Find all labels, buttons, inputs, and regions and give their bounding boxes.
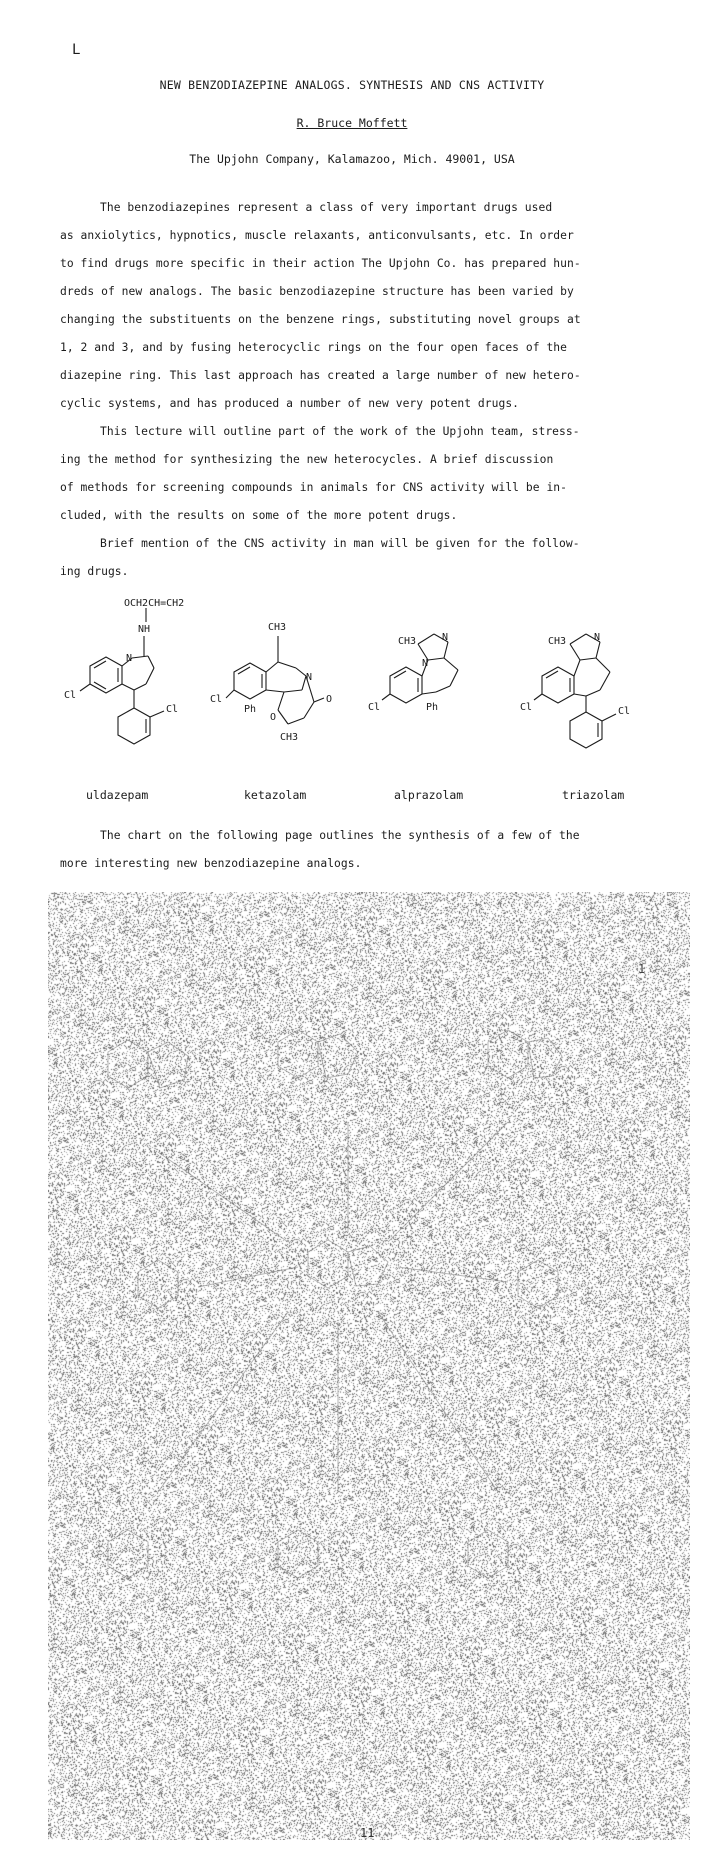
uldazepam-oallyl: OCH2CH=CH2 xyxy=(124,598,185,609)
uldazepam-nh: NH xyxy=(138,624,151,635)
triazolam-ch3: CH3 xyxy=(548,636,567,647)
para1-line: The benzodiazepines represent a class of very important drugs used xyxy=(100,201,553,214)
para3-line: ing drugs. xyxy=(60,565,129,578)
ketazolam-o: O xyxy=(270,712,277,723)
para1-line: changing the substituents on the benzene rings, substituting novel groups at xyxy=(60,313,581,326)
noisy-corner-number: 1 xyxy=(638,962,646,976)
triazolam-cl-ring: Cl xyxy=(520,702,533,713)
affiliation: The Upjohn Company, Kalamazoo, Mich. 49001, USA xyxy=(189,152,515,166)
page-mark: L xyxy=(72,42,81,58)
alprazolam-n: N xyxy=(442,632,449,643)
para1-line: to find drugs more specific in their action The Upjohn Co. has prepared hun- xyxy=(60,257,581,270)
noisy-synthesis-chart xyxy=(48,892,690,1840)
label-uldazepam: uldazepam xyxy=(86,788,149,802)
ketazolam-n: N xyxy=(306,672,313,683)
para1-line: dreds of new analogs. The basic benzodiazepine structure has been varied by xyxy=(60,285,574,298)
para1-line: cyclic systems, and has produced a number of new very potent drugs. xyxy=(60,397,520,410)
ketazolam-ketone-o: O xyxy=(326,694,333,705)
ketazolam-ph: Ph xyxy=(244,704,257,715)
ketazolam-ch3-top: CH3 xyxy=(268,622,287,633)
label-alprazolam: alprazolam xyxy=(394,788,464,802)
para2-line: of methods for screening compounds in animals for CNS activity will be in- xyxy=(60,481,567,494)
para4-line: The chart on the following page outlines the synthesis of a few of the xyxy=(100,829,580,842)
structure-ketazolam xyxy=(210,600,350,780)
uldazepam-cl-ring: Cl xyxy=(64,690,77,701)
author-name: R. Bruce Moffett xyxy=(296,116,408,130)
structure-alprazolam xyxy=(368,600,498,750)
para1-line: diazepine ring. This last approach has created a large number of new hetero- xyxy=(60,369,581,382)
para2-line: ing the method for synthesizing the new heterocycles. A brief discussion xyxy=(60,453,554,466)
faint-scheme xyxy=(48,892,690,1840)
label-triazolam: triazolam xyxy=(562,788,625,802)
para4-line: more interesting new benzodiazepine analogs. xyxy=(60,857,362,870)
para2-line: cluded, with the results on some of the more potent drugs. xyxy=(60,509,458,522)
alprazolam-cl: Cl xyxy=(368,702,381,713)
structure-triazolam xyxy=(520,600,670,770)
para3-line: Brief mention of the CNS activity in man will be given for the follow- xyxy=(100,537,580,550)
para2-line: This lecture will outline part of the work of the Upjohn team, stress- xyxy=(100,425,580,438)
paper-title: NEW BENZODIAZEPINE ANALOGS. SYNTHESIS AND CNS ACTIVITY xyxy=(159,78,545,92)
page-number: 11 xyxy=(360,1826,375,1840)
ketazolam-cl: Cl xyxy=(210,694,223,705)
uldazepam-cl-phenyl: Cl xyxy=(166,704,179,715)
triazolam-n: N xyxy=(594,632,601,643)
para1-line: as anxiolytics, hypnotics, muscle relaxants, anticonvulsants, etc. In order xyxy=(60,229,574,242)
alprazolam-ph: Ph xyxy=(426,702,439,713)
label-ketazolam: ketazolam xyxy=(244,788,307,802)
triazolam-cl-phenyl: Cl xyxy=(618,706,631,717)
uldazepam-n: N xyxy=(126,653,133,664)
ketazolam-ch3-bottom: CH3 xyxy=(280,732,299,743)
structure-uldazepam xyxy=(60,578,210,783)
alprazolam-ch3: CH3 xyxy=(398,636,417,647)
alprazolam-n2: N xyxy=(422,658,429,669)
para1-line: 1, 2 and 3, and by fusing heterocyclic rings on the four open faces of the xyxy=(60,341,567,354)
